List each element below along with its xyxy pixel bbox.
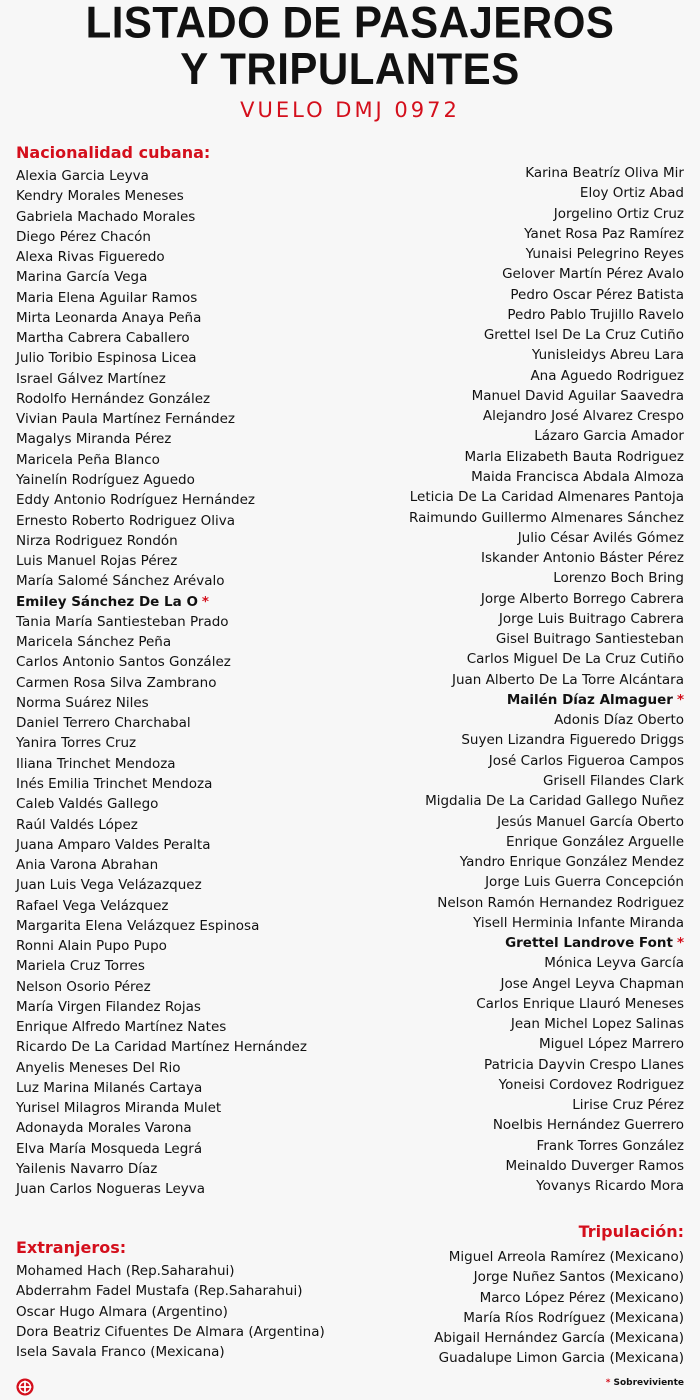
person-name: Iliana Trinchet Mendoza <box>16 755 176 772</box>
person-name: Ania Varona Abrahan <box>16 857 159 874</box>
person-name: Rodolfo Hernández González <box>16 390 211 407</box>
person-name: Guadalupe Limon Garcia (Mexicana) <box>438 1350 684 1367</box>
passenger-row <box>344 183 684 203</box>
passenger-row <box>344 548 684 568</box>
person-name: Carlos Enrique Llauró Meneses <box>476 995 684 1012</box>
passenger-row <box>344 812 684 832</box>
person-name: Raimundo Guillermo Almenares Sánchez <box>408 509 684 526</box>
passenger-row <box>16 470 356 490</box>
person-name: Marla Elizabeth Bauta Rodriguez <box>464 448 684 465</box>
person-name: Caleb Valdés Gallego <box>16 796 159 813</box>
passenger-row <box>16 815 356 835</box>
passenger-row <box>344 872 684 892</box>
person-name: Diego Pérez Chacón <box>16 228 151 245</box>
passenger-row <box>344 204 684 224</box>
survivor-star-icon: * <box>676 935 684 952</box>
person-name: Grettel Isel De La Cruz Cutiño <box>483 327 684 344</box>
passenger-row <box>16 794 356 814</box>
passenger-row <box>344 305 684 325</box>
passenger-row <box>16 977 356 997</box>
person-name: Jorge Alberto Borrego Cabrera <box>480 590 684 607</box>
passenger-row <box>344 426 684 446</box>
person-name: Migdalia De La Caridad Gallego Nuñez <box>425 793 684 810</box>
passenger-row <box>16 1078 356 1098</box>
person-name: Tania María Santiesteban Prado <box>16 613 229 630</box>
person-name: Kendry Morales Meneses <box>16 188 184 205</box>
person-name: María Salomé Sánchez Arévalo <box>16 573 225 590</box>
passenger-row <box>344 568 684 588</box>
passenger-row <box>16 1058 356 1078</box>
person-name: Gelover Martín Pérez Avalo <box>502 266 684 283</box>
person-name: Israel Gálvez Martínez <box>16 370 166 387</box>
person-name: Marco López Pérez (Mexicano) <box>479 1289 684 1306</box>
passenger-row <box>16 1017 356 1037</box>
survivor-legend <box>606 1378 684 1388</box>
person-name: Enrique Alfredo Martínez Nates <box>16 1019 227 1036</box>
passenger-row <box>16 551 356 571</box>
passenger-row <box>16 652 356 672</box>
passenger-row-survivor <box>16 592 356 612</box>
passenger-row <box>344 224 684 244</box>
person-name: Meinaldo Duverger Ramos <box>505 1158 684 1175</box>
person-name: Yisell Herminia Infante Miranda <box>473 914 684 931</box>
passenger-row <box>344 649 684 669</box>
person-name: Mónica Leyva García <box>544 955 684 972</box>
person-name: Ana Aguedo Rodriguez <box>530 367 684 384</box>
passenger-row <box>16 875 356 895</box>
passenger-row <box>344 508 684 528</box>
passenger-row <box>344 832 684 852</box>
person-name: Julio Toribio Espinosa Licea <box>16 350 197 367</box>
page-title <box>0 0 700 92</box>
person-name: Jesús Manuel García Oberto <box>497 813 684 830</box>
person-name: Elva María Mosqueda Legrá <box>16 1140 203 1157</box>
person-name: Magalys Miranda Pérez <box>16 431 172 448</box>
person-name: Maricela Peña Blanco <box>16 451 160 468</box>
passenger-row <box>16 835 356 855</box>
passenger-row <box>344 670 684 690</box>
passenger-row <box>16 1179 356 1199</box>
passenger-row <box>344 528 684 548</box>
person-name: Alexia Garcia Leyva <box>16 168 149 184</box>
title-line-1: LISTADO DE PASAJEROS <box>85 0 615 48</box>
person-name: Yoneisi Cordovez Rodriguez <box>498 1076 684 1093</box>
passenger-row <box>344 974 684 994</box>
passenger-row <box>344 1156 684 1176</box>
person-name: Yunisleidys Abreu Lara <box>531 347 684 364</box>
cuban-section-heading: Nacionalidad cubana: <box>16 143 211 162</box>
crew-member-row <box>324 1267 684 1287</box>
person-name: Jorge Nuñez Santos (Mexicano) <box>473 1269 684 1286</box>
passenger-row <box>16 855 356 875</box>
passenger-row <box>16 673 356 693</box>
title-line-2: Y TRIPULANTES <box>180 43 520 94</box>
person-name: Enrique González Arguelle <box>506 833 684 850</box>
passenger-row <box>16 207 356 227</box>
passenger-row <box>344 791 684 811</box>
passenger-row <box>16 754 356 774</box>
crew-member-row <box>324 1288 684 1308</box>
person-name: Anyelis Meneses Del Rio <box>16 1059 181 1076</box>
passenger-row <box>344 771 684 791</box>
person-name: Jose Angel Leyva Chapman <box>500 975 684 992</box>
person-name: Carlos Miguel De La Cruz Cutiño <box>466 651 684 668</box>
person-name: Yanet Rosa Paz Ramírez <box>524 225 684 242</box>
passenger-row <box>344 264 684 284</box>
person-name: Jorgelino Ortiz Cruz <box>553 205 684 222</box>
passenger-row <box>344 589 684 609</box>
person-name: Karina Beatríz Oliva Mir <box>525 165 684 181</box>
passenger-row <box>344 1055 684 1075</box>
person-name: Carlos Antonio Santos González <box>16 654 231 671</box>
legend-label: Sobreviviente <box>613 1378 684 1388</box>
person-name: Dora Beatriz Cifuentes De Almara (Argentina) <box>16 1323 325 1340</box>
passenger-row <box>16 1118 356 1138</box>
passenger-row <box>344 730 684 750</box>
person-name: Pedro Oscar Pérez Batista <box>510 286 684 303</box>
person-name: Frank Torres González <box>536 1137 684 1154</box>
survivor-star-icon: * <box>676 691 684 708</box>
person-name: Emiley Sánchez De La O <box>16 593 198 610</box>
passenger-row <box>344 447 684 467</box>
person-name: Manuel David Aguilar Saavedra <box>471 387 684 404</box>
person-name: Juan Luis Vega Velázazquez <box>16 877 202 894</box>
person-name: Yunaisi Pelegrino Reyes <box>525 246 684 263</box>
person-name: Mirta Leonarda Anaya Peña <box>16 309 202 326</box>
person-name: María Virgen Filandez Rojas <box>16 998 201 1015</box>
person-name: Gabriela Machado Morales <box>16 208 196 225</box>
person-name: Jorge Luis Guerra Concepción <box>485 874 684 891</box>
person-name: Oscar Hugo Almara (Argentino) <box>16 1303 228 1320</box>
passenger-row <box>16 429 356 449</box>
person-name: Yandro Enrique González Mendez <box>459 854 684 871</box>
person-name: Isela Savala Franco (Mexicana) <box>16 1344 225 1361</box>
person-name: Leticia De La Caridad Almenares Pantoja <box>409 489 684 506</box>
passenger-row <box>344 893 684 913</box>
person-name: Maida Francisca Abdala Almoza <box>471 468 684 485</box>
person-name: Juana Amparo Valdes Peralta <box>16 836 211 853</box>
passenger-row <box>16 531 356 551</box>
person-name: Ronni Alain Pupo Pupo <box>16 938 167 955</box>
person-name: María Ríos Rodríguez (Mexicana) <box>463 1309 684 1326</box>
passenger-row <box>344 751 684 771</box>
passenger-row <box>16 936 356 956</box>
person-name: Lorenzo Boch Bring <box>553 570 684 587</box>
person-name: Noelbis Hernández Guerrero <box>492 1117 684 1134</box>
passenger-row <box>16 389 356 409</box>
passenger-row <box>16 1098 356 1118</box>
passenger-row <box>16 450 356 470</box>
passenger-row <box>16 267 356 287</box>
passenger-row <box>344 1115 684 1135</box>
passenger-row <box>16 511 356 531</box>
passenger-row <box>16 1139 356 1159</box>
passenger-row <box>344 345 684 365</box>
crew-member-row <box>324 1328 684 1348</box>
person-name: Nirza Rodriguez Rondón <box>16 532 178 549</box>
person-name: Inés Emilia Trinchet Mendoza <box>16 775 213 792</box>
passenger-row <box>16 956 356 976</box>
crew-member-row <box>324 1247 684 1267</box>
person-name: Grisell Filandes Clark <box>542 772 684 789</box>
passenger-row <box>344 994 684 1014</box>
passenger-row <box>16 916 356 936</box>
person-name: Daniel Terrero Charchabal <box>16 715 191 732</box>
person-name: José Carlos Figueroa Campos <box>488 752 684 769</box>
person-name: Luz Marina Milanés Cartaya <box>16 1079 203 1096</box>
person-name: Mohamed Hach (Rep.Saharahui) <box>16 1263 235 1279</box>
person-name: Miguel López Marrero <box>539 1036 684 1053</box>
person-name: Juan Alberto De La Torre Alcántara <box>452 671 684 688</box>
person-name: Martha Cabrera Caballero <box>16 330 190 347</box>
person-name: Alejandro José Alvarez Crespo <box>482 408 684 425</box>
passenger-row <box>344 386 684 406</box>
passenger-row <box>344 1176 684 1196</box>
passenger-row <box>16 308 356 328</box>
crew-list <box>324 1247 684 1369</box>
person-name: Lázaro Garcia Amador <box>534 428 684 445</box>
passenger-row <box>16 896 356 916</box>
person-name: Nelson Ramón Hernandez Rodriguez <box>437 894 684 911</box>
person-name: Margarita Elena Velázquez Espinosa <box>16 917 260 934</box>
person-name: Marina García Vega <box>16 269 148 286</box>
passenger-row <box>344 1136 684 1156</box>
person-name: Maria Elena Aguilar Ramos <box>16 289 198 306</box>
person-name: Maricela Sánchez Peña <box>16 634 172 651</box>
person-name: Lirise Cruz Pérez <box>572 1097 684 1114</box>
person-name: Miguel Arreola Ramírez (Mexicano) <box>448 1249 684 1265</box>
person-name: Vivian Paula Martínez Fernández <box>16 411 235 428</box>
passenger-row <box>16 632 356 652</box>
cuban-list-left <box>16 166 356 1200</box>
passenger-row <box>16 774 356 794</box>
passenger-row <box>344 406 684 426</box>
passenger-row <box>344 1014 684 1034</box>
circular-badge-logo-icon <box>16 1378 34 1396</box>
passenger-row <box>344 913 684 933</box>
person-name: Luis Manuel Rojas Pérez <box>16 553 178 570</box>
passenger-row <box>16 227 356 247</box>
person-name: Ricardo De La Caridad Martínez Hernández <box>16 1039 307 1056</box>
passenger-row-survivor <box>344 690 684 710</box>
person-name: Mariela Cruz Torres <box>16 958 145 975</box>
survivor-star-icon: * <box>201 593 209 610</box>
person-name: Eddy Antonio Rodríguez Hernández <box>16 492 255 509</box>
passenger-row <box>344 285 684 305</box>
person-name: Carmen Rosa Silva Zambrano <box>16 674 217 691</box>
person-name: Pedro Pablo Trujillo Ravelo <box>507 306 684 323</box>
passenger-row <box>16 693 356 713</box>
passenger-row <box>16 997 356 1017</box>
person-name: Yainelín Rodríguez Aguedo <box>16 471 195 488</box>
passenger-row <box>16 328 356 348</box>
foreign-section-heading: Extranjeros: <box>16 1238 127 1257</box>
passenger-row <box>344 710 684 730</box>
person-name: Nelson Osorio Pérez <box>16 978 151 995</box>
person-name: Yailenis Navarro Díaz <box>16 1161 158 1178</box>
person-name: Mailén Díaz Almaguer <box>506 691 673 708</box>
person-name: Yurisel Milagros Miranda Mulet <box>16 1100 222 1117</box>
passenger-row <box>344 609 684 629</box>
cuban-list-right <box>344 163 684 1197</box>
passenger-row <box>344 163 684 183</box>
passenger-row <box>16 186 356 206</box>
crew-member-row <box>324 1348 684 1368</box>
passenger-row <box>344 487 684 507</box>
person-name: Ernesto Roberto Rodriguez Oliva <box>16 512 235 529</box>
person-name: Yanira Torres Cruz <box>16 735 137 752</box>
person-name: Juan Carlos Nogueras Leyva <box>16 1181 206 1198</box>
person-name: Yovanys Ricardo Mora <box>536 1178 684 1195</box>
person-name: Eloy Ortiz Abad <box>579 185 684 202</box>
person-name: Iskander Antonio Báster Pérez <box>481 550 684 567</box>
person-name: Adonis Díaz Oberto <box>554 712 684 729</box>
person-name: Julio César Avilés Gómez <box>517 529 684 546</box>
flight-subtitle: VUELO DMJ 0972 <box>240 98 460 122</box>
passenger-row <box>344 325 684 345</box>
person-name: Suyen Lizandra Figueredo Driggs <box>461 732 684 749</box>
person-name: Norma Suárez Niles <box>16 694 149 711</box>
passenger-row <box>344 1075 684 1095</box>
passenger-row <box>16 713 356 733</box>
passenger-row <box>16 166 356 186</box>
passenger-row <box>344 1034 684 1054</box>
passenger-row <box>16 1037 356 1057</box>
passenger-row <box>344 852 684 872</box>
passenger-row <box>16 288 356 308</box>
person-name: Adonayda Morales Varona <box>16 1120 192 1137</box>
person-name: Abigail Hernández García (Mexicana) <box>434 1330 684 1347</box>
passenger-row <box>16 571 356 591</box>
person-name: Abderrahm Fadel Mustafa (Rep.Saharahui) <box>16 1283 303 1300</box>
person-name: Gisel Buitrago Santiesteban <box>495 631 684 648</box>
passenger-row <box>16 409 356 429</box>
person-name: Jorge Luis Buitrago Cabrera <box>498 610 684 627</box>
passenger-row <box>16 1159 356 1179</box>
passenger-row <box>344 953 684 973</box>
passenger-row <box>16 612 356 632</box>
person-name: Patricia Dayvin Crespo Llanes <box>484 1056 684 1073</box>
passenger-row <box>16 348 356 368</box>
crew-member-row <box>324 1308 684 1328</box>
passenger-row <box>16 733 356 753</box>
passenger-row <box>344 366 684 386</box>
passenger-row <box>16 490 356 510</box>
person-name: Raúl Valdés López <box>16 816 138 833</box>
person-name: Jean Michel Lopez Salinas <box>510 1016 684 1033</box>
passenger-row <box>344 467 684 487</box>
person-name: Grettel Landrove Font <box>505 935 673 952</box>
passenger-row <box>344 629 684 649</box>
person-name: Rafael Vega Velázquez <box>16 897 169 914</box>
passenger-row <box>344 1095 684 1115</box>
passenger-row <box>16 247 356 267</box>
person-name: Alexa Rivas Figueredo <box>16 249 165 266</box>
passenger-row-survivor <box>344 933 684 953</box>
passenger-row <box>344 244 684 264</box>
legend-star-icon: * <box>605 1378 611 1388</box>
crew-section-heading: Tripulación: <box>578 1222 684 1241</box>
passenger-row <box>16 369 356 389</box>
